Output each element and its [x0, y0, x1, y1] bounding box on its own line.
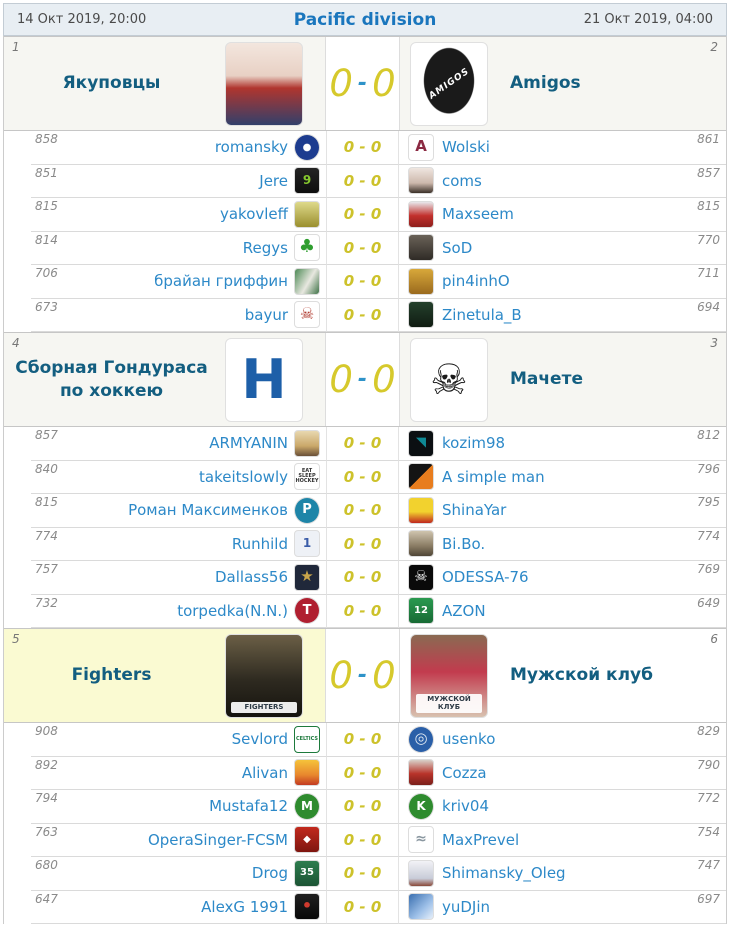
division-title-link[interactable]: Pacific division — [293, 9, 437, 30]
row-score: 0 - 0 — [326, 494, 399, 528]
seed-right: 3 — [710, 336, 718, 350]
player-link-left[interactable]: Mustafa12 — [209, 797, 288, 816]
player-link-right[interactable]: Bi.Bo. — [442, 534, 486, 553]
player-cell-left — [31, 461, 326, 495]
rating-right: 747 — [697, 858, 720, 872]
match-block — [4, 332, 726, 628]
player-link-left[interactable]: Jere — [259, 171, 288, 190]
brian-griffin-avatar — [294, 268, 320, 295]
hockey-player-figure-avatar — [408, 860, 434, 887]
player-link-left[interactable]: bayur — [244, 305, 288, 324]
away-team-cell — [399, 333, 726, 426]
rating-left: 647 — [35, 891, 58, 906]
player-link-right[interactable]: kozim98 — [442, 434, 506, 453]
player-link-left[interactable]: OperaSinger-FCSM — [147, 830, 288, 849]
muzhskoy-klub-logo[interactable] — [410, 634, 488, 718]
row-score: 0 - 0 — [326, 723, 399, 757]
player-cell-left — [31, 299, 326, 333]
player-link-left[interactable]: AlexG 1991 — [201, 897, 288, 916]
player-cell-right — [399, 891, 726, 925]
match-header — [4, 36, 726, 131]
match-block — [4, 36, 726, 332]
player-match-row — [31, 857, 726, 891]
avalanche-badge-avatar — [408, 134, 434, 161]
player-cell-right — [399, 494, 726, 528]
player-link-right[interactable]: ShinaYar — [442, 501, 507, 520]
player-link-right[interactable]: MaxPrevel — [442, 830, 520, 849]
match-score-left: 0 — [329, 358, 353, 401]
player-cell-left — [31, 857, 326, 891]
player-cell-right — [399, 723, 726, 757]
away-team-cell — [399, 37, 726, 130]
green-jersey-35-avatar — [294, 860, 320, 887]
rating-left: 815 — [35, 199, 58, 213]
round-blue-badge-avatar — [408, 726, 434, 753]
player-link-right[interactable]: Zinetula_B — [442, 305, 522, 324]
red-jersey-player-avatar — [408, 201, 434, 228]
avatar-glyph: CELTICS — [295, 735, 319, 742]
rating-left: 851 — [35, 165, 58, 180]
player-cell-left — [31, 595, 326, 629]
honduras-h-logo[interactable] — [225, 338, 303, 422]
match-block — [4, 628, 726, 924]
avatar-glyph: A — [415, 137, 427, 156]
player-match-row — [31, 461, 726, 495]
player-match-row — [31, 494, 726, 528]
avatar-glyph: • — [301, 896, 313, 916]
avatar-glyph: ◥ — [416, 435, 426, 451]
player-rows — [4, 723, 726, 924]
rating-right: 711 — [697, 266, 720, 280]
row-score: 0 - 0 — [326, 891, 399, 925]
player-cell-right — [399, 265, 726, 299]
logo-glyph: ☠ — [430, 355, 468, 404]
player-match-row — [31, 198, 726, 232]
home-team-cell — [4, 629, 326, 722]
player-link-left[interactable]: torpedka(N.N.) — [177, 601, 288, 620]
player-match-row — [31, 723, 726, 757]
player-link-left[interactable]: Runhild — [231, 534, 288, 553]
match-score-dash: - — [357, 71, 368, 96]
player-link-right[interactable]: usenko — [442, 730, 496, 749]
avatar-glyph: ☠ — [299, 304, 315, 324]
match-header — [4, 628, 726, 723]
amigos-shield-logo[interactable] — [410, 42, 488, 126]
match-score-dash: - — [357, 367, 368, 392]
player-link-left[interactable]: takeitslowly — [199, 467, 288, 486]
team-name-right[interactable]: Мачете — [510, 369, 583, 390]
row-score: 0 - 0 — [326, 528, 399, 562]
away-team-cell — [399, 629, 726, 722]
rating-left: 680 — [35, 858, 58, 872]
celtics-badge-avatar — [294, 726, 320, 753]
player-cell-right — [399, 232, 726, 266]
avatar-glyph: 9 — [302, 173, 312, 188]
row-score: 0 - 0 — [326, 561, 399, 595]
team-name-right[interactable]: Мужской клуб — [510, 665, 653, 686]
player-rows — [4, 131, 726, 332]
spartak-badge-avatar — [294, 826, 320, 853]
rating-left: 840 — [35, 461, 58, 476]
player-cell-left — [31, 891, 326, 925]
player-cell-left — [31, 561, 326, 595]
player-cell-right — [399, 165, 726, 199]
avatar-glyph: ☠ — [414, 567, 428, 586]
player-match-row — [31, 528, 726, 562]
avatar-glyph: T — [302, 602, 312, 618]
blonde-woman-avatar — [294, 430, 320, 457]
player-link-right[interactable]: coms — [442, 171, 482, 190]
row-score: 0 - 0 — [326, 198, 399, 232]
eat-sleep-hockey-avatar — [294, 463, 320, 490]
player-match-row — [31, 427, 726, 461]
black-jersey-9-avatar — [294, 167, 320, 194]
row-score: 0 - 0 — [326, 165, 399, 199]
match-score-left: 0 — [329, 62, 353, 105]
player-match-row — [31, 891, 726, 925]
player-cell-left — [31, 232, 326, 266]
player-match-row — [31, 561, 726, 595]
letter-t-avatar — [294, 597, 320, 624]
match-score-left: 0 — [329, 654, 353, 697]
player-link-right[interactable]: Shimansky_Oleg — [442, 864, 566, 883]
shakhtar-logo-avatar — [408, 463, 434, 490]
avatar-glyph: EAT SLEEP HOCKEY — [295, 467, 319, 485]
rating-right: 861 — [697, 132, 720, 146]
player-match-row — [31, 232, 726, 266]
player-cell-right — [399, 561, 726, 595]
rating-right: 795 — [697, 495, 720, 509]
player-cell-left — [31, 790, 326, 824]
player-match-row — [31, 790, 726, 824]
row-score: 0 - 0 — [326, 232, 399, 266]
avatar-glyph: 12 — [414, 604, 428, 616]
seed-left: 5 — [12, 632, 20, 646]
rating-left: 794 — [35, 791, 58, 805]
player-cell-right — [399, 427, 726, 461]
match-header — [4, 332, 726, 427]
player-link-left[interactable]: ARMYANIN — [209, 434, 288, 453]
player-cell-right — [399, 595, 726, 629]
jolly-roger-avatar — [408, 564, 434, 591]
logo-glyph: H — [241, 348, 287, 411]
matches-board — [3, 36, 727, 924]
seed-right: 2 — [710, 40, 718, 54]
row-score: 0 - 0 — [326, 595, 399, 629]
rating-right: 829 — [697, 724, 720, 738]
seed-left: 1 — [12, 40, 20, 54]
player-cell-right — [399, 824, 726, 858]
rating-left: 857 — [35, 428, 58, 442]
player-rows — [4, 427, 726, 628]
player-link-left[interactable]: Роман Максименков — [128, 501, 288, 520]
row-score: 0 - 0 — [326, 461, 399, 495]
blue-hockey-card-avatar — [408, 893, 434, 920]
team-name-right[interactable]: Amigos — [510, 73, 581, 94]
rating-right: 697 — [697, 891, 720, 906]
rating-left: 858 — [35, 132, 58, 146]
yakupovtsy-team-logo[interactable] — [225, 42, 303, 126]
row-score: 0 - 0 — [326, 299, 399, 333]
match-score-dash: - — [357, 663, 368, 688]
logo-glyph: AMIGOS — [426, 65, 472, 102]
player-match-row — [31, 131, 726, 165]
rating-right: 790 — [697, 757, 720, 772]
end-date: 21 Окт 2019, 04:00 — [583, 12, 713, 27]
player-cell-left — [31, 131, 326, 165]
row-score: 0 - 0 — [326, 757, 399, 791]
avatar-glyph: K — [416, 798, 426, 813]
player-cell-right — [399, 299, 726, 333]
avatar-glyph: M — [301, 798, 313, 813]
player-match-row — [31, 824, 726, 858]
player-link-left[interactable]: romansky — [214, 138, 288, 157]
viking-skull-avatar — [294, 301, 320, 328]
seed-left: 4 — [12, 336, 20, 350]
row-score: 0 - 0 — [326, 265, 399, 299]
player-cell-right — [399, 528, 726, 562]
watford-badge-avatar — [408, 497, 434, 524]
match-score — [326, 37, 399, 130]
avatar-glyph: P — [302, 502, 312, 518]
player-link-right[interactable]: A simple man — [442, 467, 545, 486]
player-link-left[interactable]: брайан гриффин — [154, 272, 288, 291]
team-name-left[interactable]: Fighters — [71, 665, 152, 686]
player-cell-right — [399, 131, 726, 165]
rating-left: 908 — [35, 724, 58, 738]
machete-mask-logo[interactable] — [410, 338, 488, 422]
fighters-spartan-logo[interactable] — [225, 634, 303, 718]
player-cell-left — [31, 528, 326, 562]
player-cell-left — [31, 427, 326, 461]
rating-right: 774 — [697, 528, 720, 543]
avatar-glyph: ≈ — [415, 831, 427, 848]
player-match-row — [31, 299, 726, 333]
player-link-right[interactable]: Wolski — [442, 138, 490, 157]
team-name-left[interactable]: Сборная Гондураса по хоккею — [15, 357, 208, 401]
letter-k-avatar — [408, 793, 434, 820]
player-cell-right — [399, 857, 726, 891]
player-cell-left — [31, 757, 326, 791]
chelsea-badge-avatar — [294, 134, 320, 161]
row-score: 0 - 0 — [326, 427, 399, 461]
letter-p-avatar — [294, 497, 320, 524]
green-jersey-12-avatar — [408, 597, 434, 624]
rating-right: 796 — [697, 461, 720, 476]
avatar-glyph: ◆ — [303, 833, 311, 845]
player-match-row — [31, 265, 726, 299]
player-cell-left — [31, 198, 326, 232]
player-match-row — [31, 757, 726, 791]
dark-green-portrait-avatar — [408, 301, 434, 328]
fish-avatar — [408, 826, 434, 853]
rating-left: 706 — [35, 266, 58, 280]
match-score-right: 0 — [372, 62, 396, 105]
player-cell-left — [31, 723, 326, 757]
player-link-right[interactable]: AZON — [442, 601, 486, 620]
match-score-right: 0 — [372, 654, 396, 697]
row-score: 0 - 0 — [326, 790, 399, 824]
player-match-row — [31, 595, 726, 629]
rating-right: 812 — [697, 428, 720, 442]
schedule-bar — [3, 3, 727, 36]
player-cell-left — [31, 165, 326, 199]
start-date: 14 Окт 2019, 20:00 — [17, 12, 147, 27]
player-cell-right — [399, 757, 726, 791]
player-link-right[interactable]: Maxseem — [442, 205, 514, 224]
player-link-right[interactable]: Cozza — [442, 763, 487, 782]
player-link-left[interactable]: Drog — [251, 864, 288, 883]
orange-pattern-avatar — [408, 268, 434, 295]
cosmonaut-kid-avatar — [408, 530, 434, 557]
rating-right: 769 — [697, 562, 720, 576]
player-link-left[interactable]: Sevlord — [231, 730, 288, 749]
clover-avatar — [294, 234, 320, 261]
player-link-left[interactable]: Alivan — [241, 763, 288, 782]
rating-right: 815 — [697, 199, 720, 213]
letter-m-avatar — [294, 793, 320, 820]
player-link-right[interactable]: kriv04 — [442, 797, 489, 816]
dallas-star-avatar — [294, 564, 320, 591]
home-team-cell — [4, 37, 326, 130]
player-link-right[interactable]: yuDJin — [442, 897, 491, 916]
match-score-right: 0 — [372, 358, 396, 401]
rating-left: 814 — [35, 232, 58, 247]
row-score: 0 - 0 — [326, 131, 399, 165]
logo-caption: FIGHTERS — [231, 702, 297, 712]
player-link-left[interactable]: Dallass56 — [215, 568, 288, 587]
rating-right: 694 — [697, 299, 720, 314]
sharks-logo-avatar — [408, 430, 434, 457]
player-cell-left — [31, 265, 326, 299]
anime-girl-avatar — [408, 167, 434, 194]
player-link-left[interactable]: Regys — [242, 238, 288, 257]
match-score — [326, 629, 399, 722]
rating-right: 770 — [697, 232, 720, 247]
rating-left: 732 — [35, 595, 58, 610]
dark-portrait-avatar — [408, 234, 434, 261]
rating-left: 763 — [35, 824, 58, 839]
player-cell-left — [31, 824, 326, 858]
rating-right: 754 — [697, 824, 720, 839]
player-cell-right — [399, 790, 726, 824]
black-jersey-crest-avatar — [294, 893, 320, 920]
rating-right: 772 — [697, 791, 720, 805]
avatar-glyph: ♣ — [298, 236, 316, 258]
rating-right: 649 — [697, 595, 720, 610]
rating-left: 892 — [35, 757, 58, 772]
logo-caption: МУЖСКОЙ КЛУБ — [416, 694, 482, 713]
avatar-glyph: 35 — [300, 867, 314, 878]
player-link-right[interactable]: SoD — [442, 238, 473, 257]
rating-left: 757 — [35, 562, 58, 576]
rating-left: 774 — [35, 528, 58, 543]
row-score: 0 - 0 — [326, 857, 399, 891]
seed-right: 6 — [710, 632, 718, 646]
avatar-glyph: 1 — [302, 536, 312, 551]
rating-right: 857 — [697, 165, 720, 180]
player-link-right[interactable]: ODESSA-76 — [442, 568, 529, 587]
rating-left: 815 — [35, 495, 58, 509]
player-cell-left — [31, 494, 326, 528]
player-match-row — [31, 165, 726, 199]
avatar-glyph: ★ — [300, 567, 314, 586]
white-jersey-1-avatar — [294, 530, 320, 557]
match-score — [326, 333, 399, 426]
player-cell-right — [399, 461, 726, 495]
rating-left: 673 — [35, 299, 58, 314]
player-link-left[interactable]: yakovleff — [219, 205, 288, 224]
team-name-left[interactable]: Якуповцы — [62, 73, 161, 94]
red-shirt-man-avatar — [408, 759, 434, 786]
rooster-avatar — [294, 759, 320, 786]
yellow-figure-avatar — [294, 201, 320, 228]
player-link-right[interactable]: pin4inhO — [442, 272, 510, 291]
player-cell-right — [399, 198, 726, 232]
avatar-glyph: ◎ — [414, 729, 428, 748]
home-team-cell — [4, 333, 326, 426]
row-score: 0 - 0 — [326, 824, 399, 858]
